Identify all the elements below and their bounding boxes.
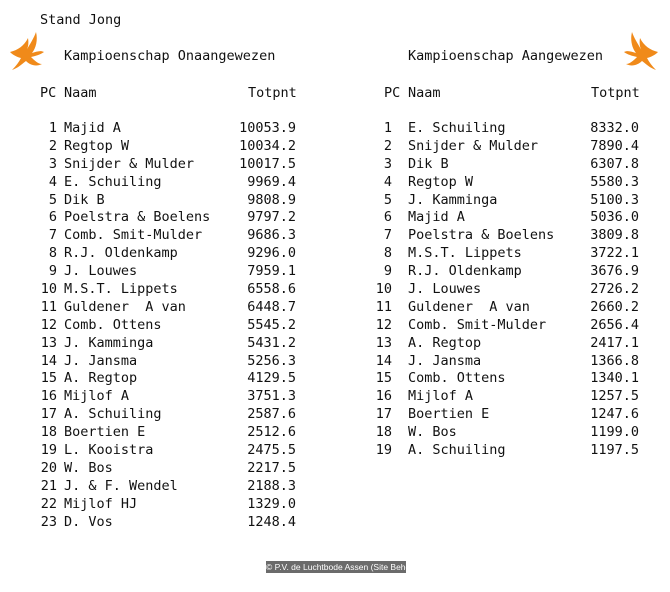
rank-cell: 17 xyxy=(40,406,57,423)
name-cell: Comb. Smit-Mulder xyxy=(64,227,203,244)
table-row xyxy=(335,317,670,335)
name-cell: Boertien E xyxy=(408,406,490,423)
name-cell: R.J. Oldenkamp xyxy=(64,245,178,262)
table-row xyxy=(0,138,335,156)
points-cell: 1340.1 xyxy=(590,370,639,387)
points-header: Totpnt xyxy=(248,85,297,101)
points-cell: 8332.0 xyxy=(590,120,639,136)
rank-cell: 4 xyxy=(383,173,392,190)
name-cell: Guldener A van xyxy=(64,298,186,315)
name-cell: Mijlof HJ xyxy=(64,495,138,512)
name-cell: A. Schuiling xyxy=(64,406,162,423)
name-cell: Comb. Ottens xyxy=(408,370,506,387)
name-cell: Boertien E xyxy=(64,424,146,441)
name-cell: J. Jansma xyxy=(408,352,482,369)
table-row xyxy=(0,174,335,192)
table-row xyxy=(0,120,335,138)
points-cell: 5545.2 xyxy=(247,316,296,333)
name-cell: Regtop W xyxy=(64,137,130,154)
right-standings-table xyxy=(335,120,670,460)
table-row xyxy=(335,388,670,406)
rank-cell: 12 xyxy=(40,316,57,333)
points-cell: 9797.2 xyxy=(247,209,296,226)
name-cell: L. Kooistra xyxy=(64,442,154,459)
rank-cell: 6 xyxy=(383,209,392,226)
name-cell: Majid A xyxy=(64,120,121,136)
rank-cell: 3 xyxy=(383,155,392,172)
name-cell: W. Bos xyxy=(64,459,113,476)
name-cell: Regtop W xyxy=(408,173,474,190)
table-row xyxy=(335,227,670,245)
name-cell: Comb. Ottens xyxy=(64,316,162,333)
rank-cell: 2 xyxy=(383,137,392,154)
points-cell: 2660.2 xyxy=(590,298,639,315)
table-row xyxy=(0,281,335,299)
rank-cell: 3 xyxy=(48,155,57,172)
points-cell: 10053.9 xyxy=(239,120,296,136)
points-cell: 3722.1 xyxy=(590,245,639,262)
table-row xyxy=(335,192,670,210)
points-cell: 2188.3 xyxy=(247,477,296,494)
name-cell: Dik B xyxy=(64,191,105,208)
name-cell: Majid A xyxy=(408,209,465,226)
points-cell: 1248.4 xyxy=(247,513,296,530)
points-cell: 6307.8 xyxy=(590,155,639,172)
left-standings-table xyxy=(0,120,335,531)
table-row xyxy=(0,424,335,442)
rank-cell: 14 xyxy=(40,352,57,369)
table-row xyxy=(0,156,335,174)
points-cell: 6558.6 xyxy=(247,281,296,298)
name-cell: J. Louwes xyxy=(408,281,482,298)
table-row xyxy=(0,388,335,406)
name-cell: R.J. Oldenkamp xyxy=(408,263,522,280)
table-row xyxy=(335,156,670,174)
right-table-heading: Kampioenschap Aangewezen xyxy=(408,48,604,64)
points-cell: 2512.6 xyxy=(247,424,296,441)
name-cell: D. Vos xyxy=(64,513,113,530)
table-row xyxy=(335,263,670,281)
rank-cell: 2 xyxy=(48,137,57,154)
rank-cell: 7 xyxy=(48,227,57,244)
rank-cell: 12 xyxy=(375,316,392,333)
name-cell: E. Schuiling xyxy=(408,120,506,136)
rank-cell: 5 xyxy=(383,191,392,208)
points-cell: 1257.5 xyxy=(590,388,639,405)
points-cell: 1197.5 xyxy=(590,442,639,459)
rank-cell: 14 xyxy=(375,352,392,369)
points-cell: 2417.1 xyxy=(590,334,639,351)
rank-cell: 10 xyxy=(375,281,392,298)
rank-cell: 6 xyxy=(48,209,57,226)
points-cell: 9808.9 xyxy=(247,191,296,208)
name-cell: A. Regtop xyxy=(408,334,482,351)
rank-cell: 21 xyxy=(40,477,57,494)
rank-cell: 17 xyxy=(375,406,392,423)
name-cell: Mijlof A xyxy=(64,388,130,405)
table-row xyxy=(0,245,335,263)
table-row xyxy=(0,335,335,353)
table-row xyxy=(0,478,335,496)
table-row xyxy=(335,299,670,317)
copyright-footer: © P.V. de Luchtbode Assen (Site Beheer) xyxy=(266,562,421,572)
name-cell: Snijder & Mulder xyxy=(408,137,539,154)
points-cell: 5100.3 xyxy=(590,191,639,208)
points-cell: 7890.4 xyxy=(590,137,639,154)
rank-cell: 13 xyxy=(375,334,392,351)
rank-cell: 19 xyxy=(375,442,392,459)
points-cell: 1199.0 xyxy=(590,424,639,441)
name-cell: Poelstra & Boelens xyxy=(408,227,555,244)
points-cell: 1329.0 xyxy=(247,495,296,512)
name-cell: Comb. Smit-Mulder xyxy=(408,316,547,333)
rank-cell: 4 xyxy=(48,173,57,190)
rank-cell: 15 xyxy=(375,370,392,387)
rank-cell: 23 xyxy=(40,513,57,530)
rank-cell: 11 xyxy=(40,298,57,315)
name-cell: M.S.T. Lippets xyxy=(64,281,178,298)
points-cell: 5431.2 xyxy=(247,334,296,351)
points-cell: 2217.5 xyxy=(247,459,296,476)
rank-cell: 1 xyxy=(383,120,392,136)
points-cell: 6448.7 xyxy=(247,298,296,315)
rank-cell: 13 xyxy=(40,334,57,351)
points-cell: 10017.5 xyxy=(239,155,296,172)
points-cell: 5256.3 xyxy=(247,352,296,369)
left-table-heading: Kampioenschap Onaangewezen xyxy=(64,48,276,64)
rank-cell: 18 xyxy=(40,424,57,441)
name-header: Naam xyxy=(64,85,97,101)
table-row xyxy=(0,514,335,532)
name-cell: Guldener A van xyxy=(408,298,530,315)
rank-cell: 11 xyxy=(375,298,392,315)
name-cell: E. Schuiling xyxy=(64,173,162,190)
page-title: Stand Jong xyxy=(40,12,122,28)
points-cell: 9686.3 xyxy=(247,227,296,244)
points-cell: 4129.5 xyxy=(247,370,296,387)
points-cell: 5580.3 xyxy=(590,173,639,190)
name-cell: J. Kamminga xyxy=(64,334,154,351)
name-cell: Poelstra & Boelens xyxy=(64,209,211,226)
points-cell: 9296.0 xyxy=(247,245,296,262)
points-cell: 2587.6 xyxy=(247,406,296,423)
table-row xyxy=(335,370,670,388)
rank-cell: 5 xyxy=(48,191,57,208)
table-row xyxy=(0,370,335,388)
name-cell: Mijlof A xyxy=(408,388,474,405)
name-cell: J. Louwes xyxy=(64,263,138,280)
table-row xyxy=(335,406,670,424)
points-cell: 1366.8 xyxy=(590,352,639,369)
points-cell: 3676.9 xyxy=(590,263,639,280)
rank-cell: 16 xyxy=(40,388,57,405)
table-row xyxy=(335,120,670,138)
table-row xyxy=(0,406,335,424)
rank-cell: 18 xyxy=(375,424,392,441)
rank-cell: 10 xyxy=(40,281,57,298)
rank-cell: 20 xyxy=(40,459,57,476)
points-cell: 2726.2 xyxy=(590,281,639,298)
table-row xyxy=(0,209,335,227)
table-row xyxy=(335,174,670,192)
rank-cell: 22 xyxy=(40,495,57,512)
points-cell: 2475.5 xyxy=(247,442,296,459)
table-row xyxy=(0,496,335,514)
points-cell: 3809.8 xyxy=(590,227,639,244)
table-row xyxy=(335,245,670,263)
points-cell: 2656.4 xyxy=(590,316,639,333)
name-cell: J. Jansma xyxy=(64,352,138,369)
table-row xyxy=(335,209,670,227)
table-row xyxy=(0,192,335,210)
table-row xyxy=(0,317,335,335)
table-row xyxy=(335,442,670,460)
table-row xyxy=(335,138,670,156)
table-row xyxy=(335,281,670,299)
rank-cell: 8 xyxy=(383,245,392,262)
name-cell: A. Regtop xyxy=(64,370,138,387)
name-cell: M.S.T. Lippets xyxy=(408,245,522,262)
name-cell: Dik B xyxy=(408,155,449,172)
dove-icon xyxy=(8,30,56,74)
points-cell: 3751.3 xyxy=(247,388,296,405)
table-row xyxy=(0,263,335,281)
rank-cell: 8 xyxy=(48,245,57,262)
rank-cell: 16 xyxy=(375,388,392,405)
rank-cell: 9 xyxy=(48,263,57,280)
points-cell: 9969.4 xyxy=(247,173,296,190)
name-cell: Snijder & Mulder xyxy=(64,155,195,172)
table-row xyxy=(0,460,335,478)
table-row xyxy=(0,353,335,371)
name-cell: A. Schuiling xyxy=(408,442,506,459)
name-header: Naam xyxy=(408,85,441,101)
table-row xyxy=(335,353,670,371)
table-row xyxy=(0,442,335,460)
rank-cell: 15 xyxy=(40,370,57,387)
rank-cell: 7 xyxy=(383,227,392,244)
points-cell: 7959.1 xyxy=(247,263,296,280)
dove-icon xyxy=(612,30,660,74)
table-row xyxy=(0,227,335,245)
name-cell: W. Bos xyxy=(408,424,457,441)
rank-cell: 9 xyxy=(383,263,392,280)
table-row xyxy=(335,335,670,353)
name-cell: J. Kamminga xyxy=(408,191,498,208)
points-header: Totpnt xyxy=(591,85,640,101)
table-row xyxy=(335,424,670,442)
points-cell: 1247.6 xyxy=(590,406,639,423)
points-cell: 5036.0 xyxy=(590,209,639,226)
pc-header: PC xyxy=(40,85,57,101)
table-row xyxy=(0,299,335,317)
rank-cell: 1 xyxy=(48,120,57,136)
points-cell: 10034.2 xyxy=(239,137,296,154)
pc-header: PC xyxy=(384,85,401,101)
name-cell: J. & F. Wendel xyxy=(64,477,178,494)
rank-cell: 19 xyxy=(40,442,57,459)
